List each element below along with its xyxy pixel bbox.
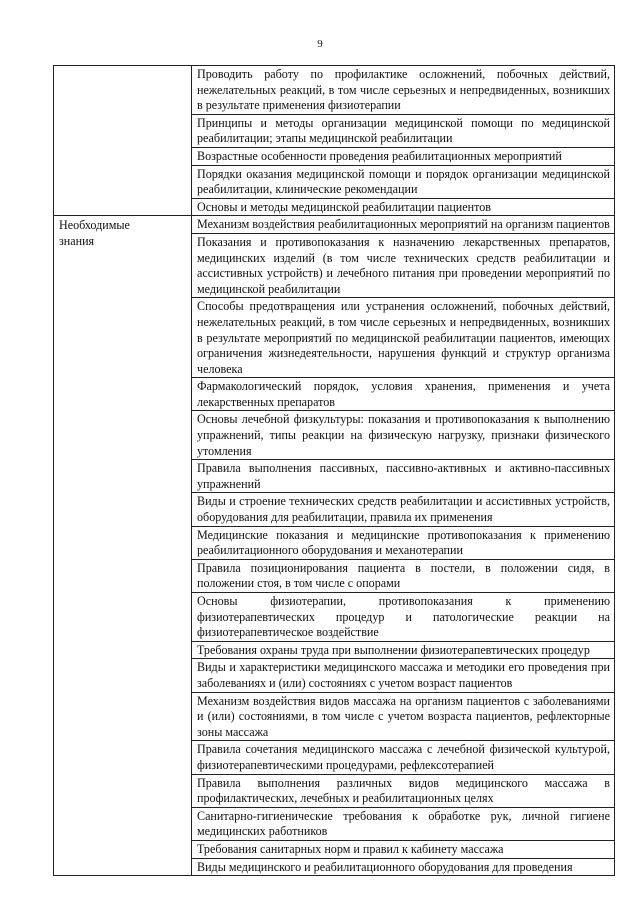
table-cell: Проводить работу по профилактике осложнений, побочных действий, нежелательных реакций, в том числе серьезных и непредвиденных, возникших в результате применения физиотерапии [192, 66, 615, 115]
table-cell: Основы лечебной физкультуры: показания и противопоказания к выполнению упражнений, типы реакции на физическую нагрузку, признаки физического утомления [192, 411, 615, 460]
table-cell: Механизм воздействия реабилитационных мероприятий на организм пациентов [192, 216, 615, 234]
section-label-cell [54, 216, 192, 876]
table-cell: Требования охраны труда при выполнении физиотерапевтических процедур [192, 641, 615, 659]
table-cell: Требования санитарных норм и правил к кабинету массажа [192, 840, 615, 858]
table-cell: Виды медицинского и реабилитационного оборудования для проведения [192, 858, 615, 876]
table-cell: Основы физиотерапии, противопоказания к применению физиотерапевтических процедур и патологические реакции на физиотерапевтическое воздействие [192, 593, 615, 642]
table-row [54, 216, 615, 234]
competency-table [53, 65, 615, 876]
table-row [54, 66, 615, 115]
table-cell: Виды и характеристики медицинского массажа и методики его проведения при заболеваниях и (или) состояниях с учетом возраст пациентов [192, 659, 615, 692]
table-cell: Показания и противопоказания к назначению лекарственных препаратов, медицинских изделий (в том числе технических средств реабилитации и ассистивных устройств) и лечебного питания при проведении мероприятий по медицинской реабилитации [192, 233, 615, 297]
table-cell: Основы и методы медицинской реабилитации пациентов [192, 198, 615, 216]
table-cell: Правила выполнения различных видов медицинского массажа в профилактических, лечебных и реабилитационных целях [192, 774, 615, 807]
table-cell: Возрастные особенности проведения реабилитационных мероприятий [192, 147, 615, 165]
table-cell: Фармакологический порядок, условия хранения, применения и учета лекарственных препаратов [192, 378, 615, 411]
table-cell: Медицинские показания и медицинские противопоказания к применению реабилитационного оборудования и механотерапии [192, 526, 615, 559]
table-cell: Виды и строение технических средств реабилитации и ассистивных устройств, оборудования для реабилитации, правила их применения [192, 493, 615, 526]
table-cell: Санитарно-гигиенические требования к обработке рук, личной гигиене медицинских работников [192, 807, 615, 840]
table-cell: Механизм воздействия видов массажа на организм пациентов с заболеваниями и (или) состояниями, в том числе с учетом возраста пациентов, рефлекторные зоны массажа [192, 692, 615, 741]
table-cell: Порядки оказания медицинской помощи и порядок организации медицинской реабилитации, клинические рекомендации [192, 165, 615, 198]
page-number: 9 [317, 38, 323, 50]
table-cell: Правила позиционирования пациента в постели, в положении сидя, в положении стоя, в том числе с опорами [192, 559, 615, 592]
table-cell: Принципы и методы организации медицинской помощи по медицинской реабилитации; этапы медицинской реабилитации [192, 114, 615, 147]
empty-label-cell [54, 66, 192, 216]
table-cell: Правила сочетания медицинского массажа с лечебной физической культурой, физиотерапевтическими процедурами, рефлексотерапией [192, 741, 615, 774]
table-cell: Способы предотвращения или устранения осложнений, побочных действий, нежелательных реакций, в том числе серьезных и непредвиденных, возникших в результате мероприятий по медицинской реабилитации пациентов, имеющих ограничения жизнедеятельности, нарушения функций и структур организма человека [192, 298, 615, 378]
table-cell: Правила выполнения пассивных, пассивно-активных и активно-пассивных упражнений [192, 460, 615, 493]
section-label: Необходимые знания [59, 218, 130, 248]
